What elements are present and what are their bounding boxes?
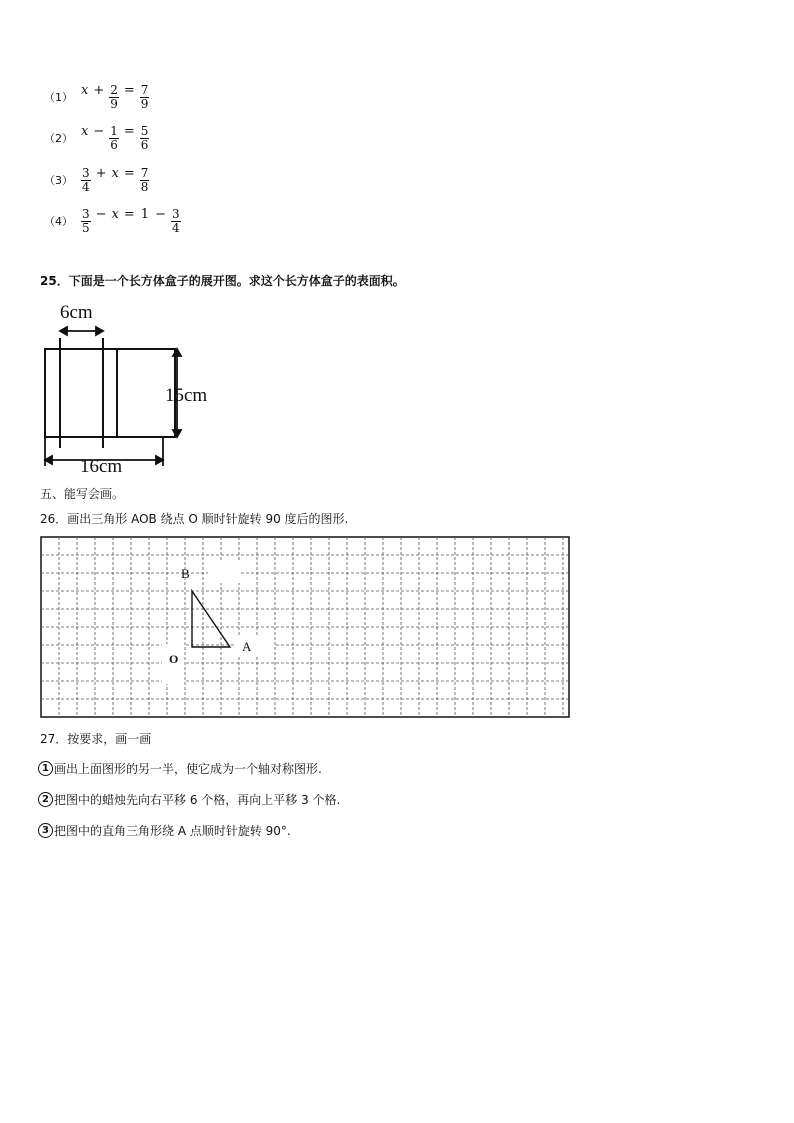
question-25-text: 25．下面是一个长方体盒子的展开图。求这个长方体盒子的表面积。 (40, 274, 405, 288)
variable: x (81, 83, 89, 98)
label-point-b: B (181, 566, 190, 581)
fraction-denominator: 6 (140, 138, 149, 152)
fraction-numerator: 7 (140, 166, 149, 180)
label-6cm: 6cm (60, 302, 93, 323)
circled-number-icon: 3 (38, 823, 53, 838)
equation-number: （1） (44, 91, 73, 104)
fraction (171, 208, 181, 235)
equation-expression (79, 166, 151, 194)
fraction-denominator: 6 (110, 138, 118, 152)
equation-number: （4） (44, 215, 73, 228)
fraction-numerator: 1 (110, 124, 118, 138)
fraction-denominator: 4 (82, 180, 90, 194)
section-5-heading: 五、能写会画。 (40, 487, 125, 501)
operator: − (155, 207, 166, 222)
net-outline (45, 349, 175, 437)
equation-expression (79, 83, 151, 111)
fraction (140, 84, 150, 111)
instruction-text: 画出上面图形的另一半，使它成为一个轴对称图形. (54, 762, 322, 776)
instruction-item-1 (38, 760, 322, 777)
fraction-denominator: 9 (110, 97, 118, 111)
circled-number-icon: 1 (38, 761, 53, 776)
fraction-numerator: 3 (171, 207, 180, 221)
fraction (140, 167, 150, 194)
fraction (109, 125, 119, 152)
fraction (81, 208, 91, 235)
instruction-item-3 (38, 822, 291, 839)
label-point-o: O (169, 652, 179, 666)
fraction-numerator: 3 (82, 207, 90, 221)
fraction-denominator: 9 (140, 97, 149, 111)
fraction-denominator: 4 (171, 221, 180, 235)
operator: 1 (140, 207, 150, 222)
equation-expression (79, 124, 151, 152)
equation-3 (44, 165, 151, 195)
rotation-grid-figure (40, 536, 570, 718)
operator: = (123, 207, 135, 222)
fraction (109, 84, 119, 111)
equation-2 (44, 123, 151, 153)
instruction-item-2 (38, 791, 340, 808)
equation-1 (44, 82, 151, 112)
fraction (81, 167, 91, 194)
grid-border (41, 537, 569, 717)
fraction-denominator: 8 (140, 180, 149, 194)
circled-number-icon: 2 (38, 792, 53, 807)
fraction-numerator: 5 (140, 124, 149, 138)
question-27-text: 27．按要求，画一画 (40, 732, 152, 746)
label-15cm: 15cm (165, 385, 208, 406)
operator: − (93, 124, 105, 139)
arrow-right-icon (156, 456, 163, 464)
question-26-text: 26．画出三角形 AOB 绕点 O 顺时针旋转 90 度后的图形. (40, 512, 349, 526)
arrow-left-icon (45, 456, 52, 464)
label-background (208, 561, 240, 583)
fraction-numerator: 2 (110, 83, 118, 97)
fraction (140, 125, 150, 152)
instruction-text: 把图中的直角三角形绕 A 点顺时针旋转 90°. (54, 824, 291, 838)
fraction-denominator: 5 (82, 221, 90, 235)
operator: = (123, 166, 135, 181)
operator: + (95, 166, 107, 181)
label-background (234, 636, 274, 656)
box-net-figure (36, 298, 226, 473)
operator: − (95, 207, 107, 222)
arrow-right-icon (96, 327, 103, 335)
arrow-left-icon (60, 327, 67, 335)
label-point-a: A (242, 639, 252, 654)
operator: = (123, 83, 135, 98)
fraction-numerator: 7 (140, 83, 149, 97)
operator: + (93, 83, 105, 98)
variable: x (81, 124, 89, 139)
equation-4 (44, 206, 183, 236)
equation-number: （3） (44, 174, 73, 187)
equation-number: （2） (44, 132, 73, 145)
instruction-text: 把图中的蜡烛先向右平移 6 个格，再向上平移 3 个格. (54, 793, 341, 807)
variable: x (111, 207, 119, 222)
operator: = (123, 124, 135, 139)
equation-expression (79, 207, 183, 235)
fraction-numerator: 3 (82, 166, 90, 180)
variable: x (111, 166, 119, 181)
label-16cm: 16cm (80, 456, 123, 473)
